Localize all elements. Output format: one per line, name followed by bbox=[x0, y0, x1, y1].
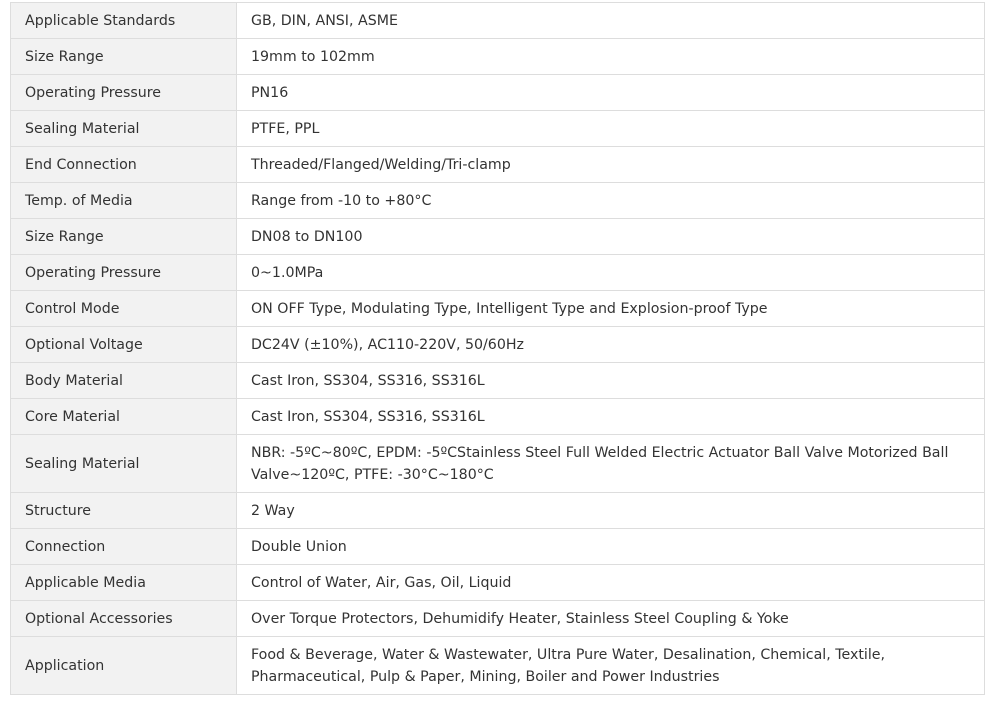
table-row bbox=[11, 601, 985, 637]
row-value: 19mm to 102mm bbox=[237, 39, 985, 75]
table-row bbox=[11, 75, 985, 111]
row-value: DN08 to DN100 bbox=[237, 219, 985, 255]
table-row bbox=[11, 147, 985, 183]
table-row bbox=[11, 291, 985, 327]
table-row bbox=[11, 435, 985, 493]
table-row bbox=[11, 493, 985, 529]
row-label: Application bbox=[11, 637, 237, 695]
row-label: Operating Pressure bbox=[11, 255, 237, 291]
row-value: Cast Iron, SS304, SS316, SS316L bbox=[237, 399, 985, 435]
table-row bbox=[11, 399, 985, 435]
row-label: Temp. of Media bbox=[11, 183, 237, 219]
row-value: Over Torque Protectors, Dehumidify Heater, Stainless Steel Coupling & Yoke bbox=[237, 601, 985, 637]
row-label: Optional Voltage bbox=[11, 327, 237, 363]
row-label: Sealing Material bbox=[11, 111, 237, 147]
row-value: Cast Iron, SS304, SS316, SS316L bbox=[237, 363, 985, 399]
row-label: Body Material bbox=[11, 363, 237, 399]
row-value: NBR: -5ºC~80ºC, EPDM: -5ºCStainless Steel Full Welded Electric Actuator Ball Valve Motorized Ball Valve~120ºC, PTFE: -30°C~180°C bbox=[237, 435, 985, 493]
specification-table-body bbox=[11, 3, 985, 695]
table-row bbox=[11, 3, 985, 39]
row-value: Control of Water, Air, Gas, Oil, Liquid bbox=[237, 565, 985, 601]
row-value: Range from -10 to +80°C bbox=[237, 183, 985, 219]
table-row bbox=[11, 637, 985, 695]
row-label: Applicable Media bbox=[11, 565, 237, 601]
table-row bbox=[11, 219, 985, 255]
specification-table bbox=[10, 2, 985, 695]
row-value: PN16 bbox=[237, 75, 985, 111]
row-label: Operating Pressure bbox=[11, 75, 237, 111]
table-row bbox=[11, 363, 985, 399]
table-row bbox=[11, 565, 985, 601]
row-label: Size Range bbox=[11, 219, 237, 255]
row-label: Size Range bbox=[11, 39, 237, 75]
table-row bbox=[11, 39, 985, 75]
row-label: Connection bbox=[11, 529, 237, 565]
row-value: 2 Way bbox=[237, 493, 985, 529]
table-row bbox=[11, 111, 985, 147]
row-label: Structure bbox=[11, 493, 237, 529]
row-value: Food & Beverage, Water & Wastewater, Ultra Pure Water, Desalination, Chemical, Textile, Pharmaceutical, Pulp & Paper, Mining, Boiler and Power Industries bbox=[237, 637, 985, 695]
row-label: End Connection bbox=[11, 147, 237, 183]
table-row bbox=[11, 327, 985, 363]
row-label: Core Material bbox=[11, 399, 237, 435]
table-row bbox=[11, 255, 985, 291]
table-row bbox=[11, 183, 985, 219]
row-value: Threaded/Flanged/Welding/Tri-clamp bbox=[237, 147, 985, 183]
row-label: Applicable Standards bbox=[11, 3, 237, 39]
row-value: 0~1.0MPa bbox=[237, 255, 985, 291]
row-value: DC24V (±10%), AC110-220V, 50/60Hz bbox=[237, 327, 985, 363]
row-value: GB, DIN, ANSI, ASME bbox=[237, 3, 985, 39]
row-value: Double Union bbox=[237, 529, 985, 565]
row-label: Control Mode bbox=[11, 291, 237, 327]
table-row bbox=[11, 529, 985, 565]
row-value: PTFE, PPL bbox=[237, 111, 985, 147]
row-label: Optional Accessories bbox=[11, 601, 237, 637]
row-label: Sealing Material bbox=[11, 435, 237, 493]
row-value: ON OFF Type, Modulating Type, Intelligent Type and Explosion-proof Type bbox=[237, 291, 985, 327]
